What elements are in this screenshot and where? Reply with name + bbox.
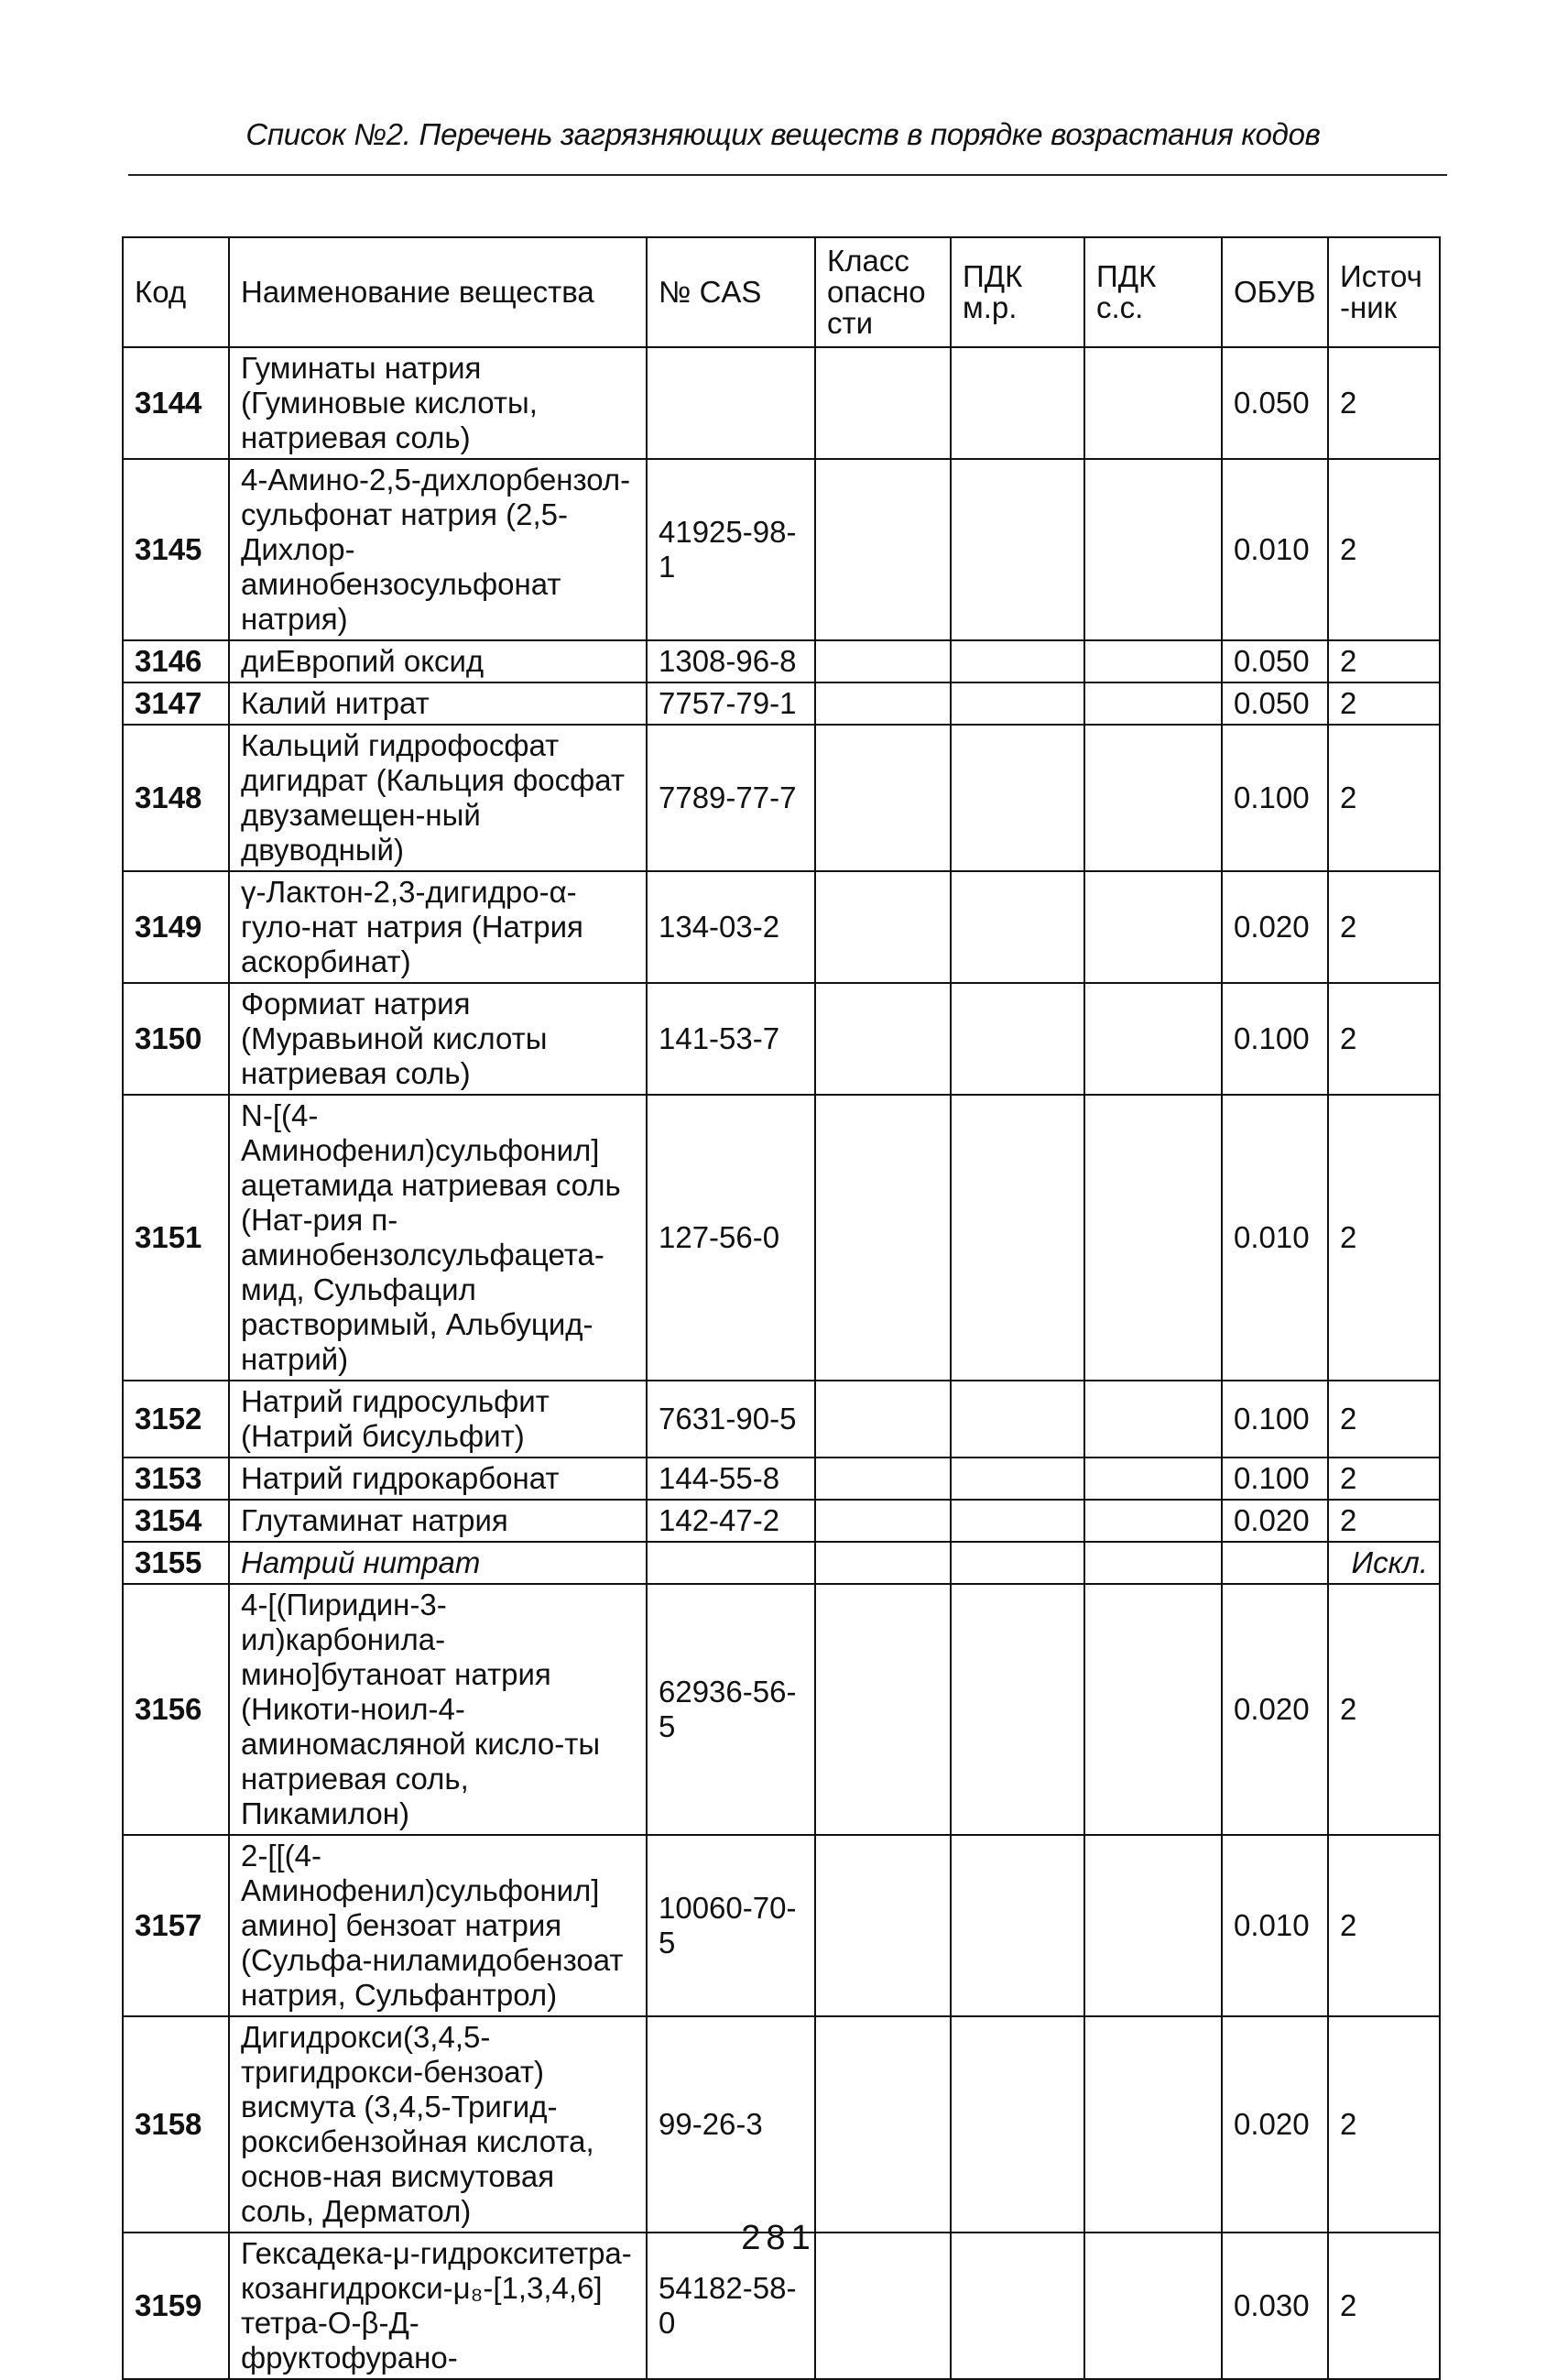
- cell-pdk-ss: [1084, 1381, 1222, 1457]
- table-row: [123, 459, 1440, 640]
- cell-cas: 99-26-3: [647, 2016, 815, 2233]
- cell-hazard-class: [815, 1542, 951, 1584]
- cell-pdk-ss: [1084, 1457, 1222, 1500]
- cell-cas: 7789-77-7: [647, 725, 815, 871]
- table-row: [123, 725, 1440, 871]
- cell-pdk-ss: [1084, 1500, 1222, 1542]
- cell-code: 3155: [123, 1542, 229, 1584]
- cell-hazard-class: [815, 2016, 951, 2233]
- cell-cas: [647, 1542, 815, 1584]
- cell-pdk-mr: [951, 871, 1084, 983]
- cell-name: Гексадека-μ-гидрокситетра-козангидрокси-μ₈-[1,3,4,6] тетра-О-β-Д-фруктофурано-: [229, 2233, 647, 2379]
- substances-table: [122, 236, 1441, 2380]
- cell-cas: 142-47-2: [647, 1500, 815, 1542]
- cell-hazard-class: [815, 1584, 951, 1835]
- cell-code: 3156: [123, 1584, 229, 1835]
- cell-name: Глутаминат натрия: [229, 1500, 647, 1542]
- cell-name: Натрий нитрат: [229, 1542, 647, 1584]
- cell-pdk-mr: [951, 1584, 1084, 1835]
- cell-code: 3146: [123, 640, 229, 682]
- cell-hazard-class: [815, 459, 951, 640]
- cell-obuv: 0.010: [1222, 1835, 1328, 2016]
- cell-obuv: 0.100: [1222, 1381, 1328, 1457]
- cell-cas: 141-53-7: [647, 983, 815, 1095]
- cell-source: Искл.: [1328, 1542, 1440, 1584]
- table-row: [123, 2016, 1440, 2233]
- cell-hazard-class: [815, 347, 951, 459]
- cell-cas: 144-55-8: [647, 1457, 815, 1500]
- cell-obuv: 0.100: [1222, 1457, 1328, 1500]
- cell-code: 3159: [123, 2233, 229, 2379]
- cell-hazard-class: [815, 983, 951, 1095]
- cell-pdk-mr: [951, 1500, 1084, 1542]
- cell-cas: 127-56-0: [647, 1095, 815, 1381]
- cell-pdk-mr: [951, 1457, 1084, 1500]
- cell-cas: [647, 347, 815, 459]
- table-row: [123, 1381, 1440, 1457]
- cell-name: Натрий гидросульфит (Натрий бисульфит): [229, 1381, 647, 1457]
- cell-name: N-[(4-Аминофенил)сульфонил] ацетамида натриевая соль (Нат-рия п-аминобензолсульфацета-мид, Сульфацил растворимый, Альбуцид-натрий): [229, 1095, 647, 1381]
- column-header-pdk-ss: ПДК с.с.: [1084, 237, 1222, 347]
- cell-source: 2: [1328, 2233, 1440, 2379]
- cell-source: 2: [1328, 983, 1440, 1095]
- cell-obuv: 0.050: [1222, 347, 1328, 459]
- cell-obuv: 0.030: [1222, 2233, 1328, 2379]
- cell-code: 3149: [123, 871, 229, 983]
- running-header: Список №2. Перечень загрязняющих веществ в порядке возрастания кодов: [245, 117, 1321, 151]
- cell-pdk-mr: [951, 983, 1084, 1095]
- cell-cas: 10060-70-5: [647, 1835, 815, 2016]
- cell-pdk-mr: [951, 682, 1084, 725]
- cell-obuv: 0.100: [1222, 983, 1328, 1095]
- column-header-obuv: ОБУВ: [1222, 237, 1328, 347]
- cell-code: 3145: [123, 459, 229, 640]
- table-row: [123, 1095, 1440, 1381]
- table-row: [123, 347, 1440, 459]
- column-header-code: Код: [123, 237, 229, 347]
- cell-obuv: 0.020: [1222, 1500, 1328, 1542]
- cell-name: γ-Лактон-2,3-дигидро-α-гуло-нат натрия (Натрия аскорбинат): [229, 871, 647, 983]
- cell-pdk-ss: [1084, 1584, 1222, 1835]
- cell-source: 2: [1328, 1381, 1440, 1457]
- table-row: [123, 1500, 1440, 1542]
- cell-name: Калий нитрат: [229, 682, 647, 725]
- cell-pdk-mr: [951, 640, 1084, 682]
- page-number: 281: [741, 2219, 816, 2257]
- cell-source: 2: [1328, 347, 1440, 459]
- cell-pdk-ss: [1084, 2016, 1222, 2233]
- cell-obuv: 0.020: [1222, 2016, 1328, 2233]
- cell-hazard-class: [815, 1835, 951, 2016]
- cell-pdk-mr: [951, 1542, 1084, 1584]
- cell-source: 2: [1328, 2016, 1440, 2233]
- cell-cas: 1308-96-8: [647, 640, 815, 682]
- cell-pdk-mr: [951, 459, 1084, 640]
- cell-code: 3144: [123, 347, 229, 459]
- cell-pdk-ss: [1084, 1542, 1222, 1584]
- cell-source: 2: [1328, 682, 1440, 725]
- cell-pdk-mr: [951, 725, 1084, 871]
- cell-cas: 41925-98-1: [647, 459, 815, 640]
- cell-pdk-mr: [951, 2016, 1084, 2233]
- cell-pdk-mr: [951, 1381, 1084, 1457]
- table-row: [123, 682, 1440, 725]
- cell-obuv: 0.020: [1222, 1584, 1328, 1835]
- column-header-hazard-class: Класс опасности: [815, 237, 951, 347]
- cell-obuv: 0.020: [1222, 871, 1328, 983]
- cell-pdk-mr: [951, 347, 1084, 459]
- cell-pdk-ss: [1084, 1095, 1222, 1381]
- cell-code: 3154: [123, 1500, 229, 1542]
- cell-cas: 7631-90-5: [647, 1381, 815, 1457]
- cell-pdk-ss: [1084, 459, 1222, 640]
- table-row: [123, 983, 1440, 1095]
- cell-code: 3152: [123, 1381, 229, 1457]
- cell-code: 3150: [123, 983, 229, 1095]
- cell-hazard-class: [815, 725, 951, 871]
- cell-source: 2: [1328, 871, 1440, 983]
- cell-pdk-mr: [951, 1095, 1084, 1381]
- cell-source: 2: [1328, 725, 1440, 871]
- cell-name: 2-[[(4-Аминофенил)сульфонил] амино] бензоат натрия (Сульфа-ниламидобензоат натрия, Сульфантрол): [229, 1835, 647, 2016]
- cell-pdk-ss: [1084, 983, 1222, 1095]
- cell-name: Гуминаты натрия (Гуминовые кислоты, натриевая соль): [229, 347, 647, 459]
- table-body: [123, 347, 1440, 2379]
- column-header-name: Наименование вещества: [229, 237, 647, 347]
- cell-name: диЕвропий оксид: [229, 640, 647, 682]
- cell-pdk-ss: [1084, 347, 1222, 459]
- cell-obuv: [1222, 1542, 1328, 1584]
- cell-obuv: 0.050: [1222, 682, 1328, 725]
- cell-cas: 62936-56-5: [647, 1584, 815, 1835]
- cell-source: 2: [1328, 459, 1440, 640]
- cell-pdk-ss: [1084, 725, 1222, 871]
- cell-name: 4-Амино-2,5-дихлорбензол-сульфонат натрия (2,5-Дихлор-аминобензосульфонат натрия): [229, 459, 647, 640]
- cell-pdk-ss: [1084, 1835, 1222, 2016]
- cell-hazard-class: [815, 1457, 951, 1500]
- cell-name: 4-[(Пиридин-3-ил)карбонила-мино]бутаноат натрия (Никоти-ноил-4-аминомасляной кисло-ты натриевая соль, Пикамилон): [229, 1584, 647, 1835]
- cell-hazard-class: [815, 1095, 951, 1381]
- cell-hazard-class: [815, 871, 951, 983]
- cell-cas: 54182-58-0: [647, 2233, 815, 2379]
- cell-code: 3148: [123, 725, 229, 871]
- table-row: [123, 871, 1440, 983]
- cell-source: 2: [1328, 1457, 1440, 1500]
- cell-cas: 134-03-2: [647, 871, 815, 983]
- cell-source: 2: [1328, 1584, 1440, 1835]
- cell-code: 3147: [123, 682, 229, 725]
- cell-obuv: 0.010: [1222, 1095, 1328, 1381]
- table-row: [123, 1542, 1440, 1584]
- table-row: [123, 640, 1440, 682]
- cell-code: 3158: [123, 2016, 229, 2233]
- column-header-cas: № CAS: [647, 237, 815, 347]
- cell-code: 3157: [123, 1835, 229, 2016]
- cell-source: 2: [1328, 1835, 1440, 2016]
- cell-cas: 7757-79-1: [647, 682, 815, 725]
- table-row: [123, 1584, 1440, 1835]
- cell-source: 2: [1328, 640, 1440, 682]
- cell-hazard-class: [815, 1381, 951, 1457]
- cell-obuv: 0.010: [1222, 459, 1328, 640]
- cell-code: 3151: [123, 1095, 229, 1381]
- cell-hazard-class: [815, 682, 951, 725]
- cell-pdk-ss: [1084, 682, 1222, 725]
- cell-pdk-ss: [1084, 871, 1222, 983]
- column-header-pdk-mr: ПДК м.р.: [951, 237, 1084, 347]
- cell-pdk-ss: [1084, 640, 1222, 682]
- cell-source: 2: [1328, 1095, 1440, 1381]
- cell-obuv: 0.050: [1222, 640, 1328, 682]
- cell-source: 2: [1328, 1500, 1440, 1542]
- table-row: [123, 1835, 1440, 2016]
- cell-name: Кальций гидрофосфат дигидрат (Кальция фосфат двузамещен-ный двуводный): [229, 725, 647, 871]
- table-header-row: [123, 237, 1440, 347]
- cell-hazard-class: [815, 1500, 951, 1542]
- cell-name: Дигидрокси(3,4,5-тригидрокси-бензоат) висмута (3,4,5-Тригид-роксибензойная кислота, основ-ная висмутовая соль, Дерматол): [229, 2016, 647, 2233]
- table-row: [123, 1457, 1440, 1500]
- cell-hazard-class: [815, 640, 951, 682]
- cell-name: Формиат натрия (Муравьиной кислоты натриевая соль): [229, 983, 647, 1095]
- cell-obuv: 0.100: [1222, 725, 1328, 871]
- cell-name: Натрий гидрокарбонат: [229, 1457, 647, 1500]
- cell-code: 3153: [123, 1457, 229, 1500]
- column-header-source: Источ-ник: [1328, 237, 1440, 347]
- header-rule: [128, 174, 1447, 176]
- cell-pdk-mr: [951, 1835, 1084, 2016]
